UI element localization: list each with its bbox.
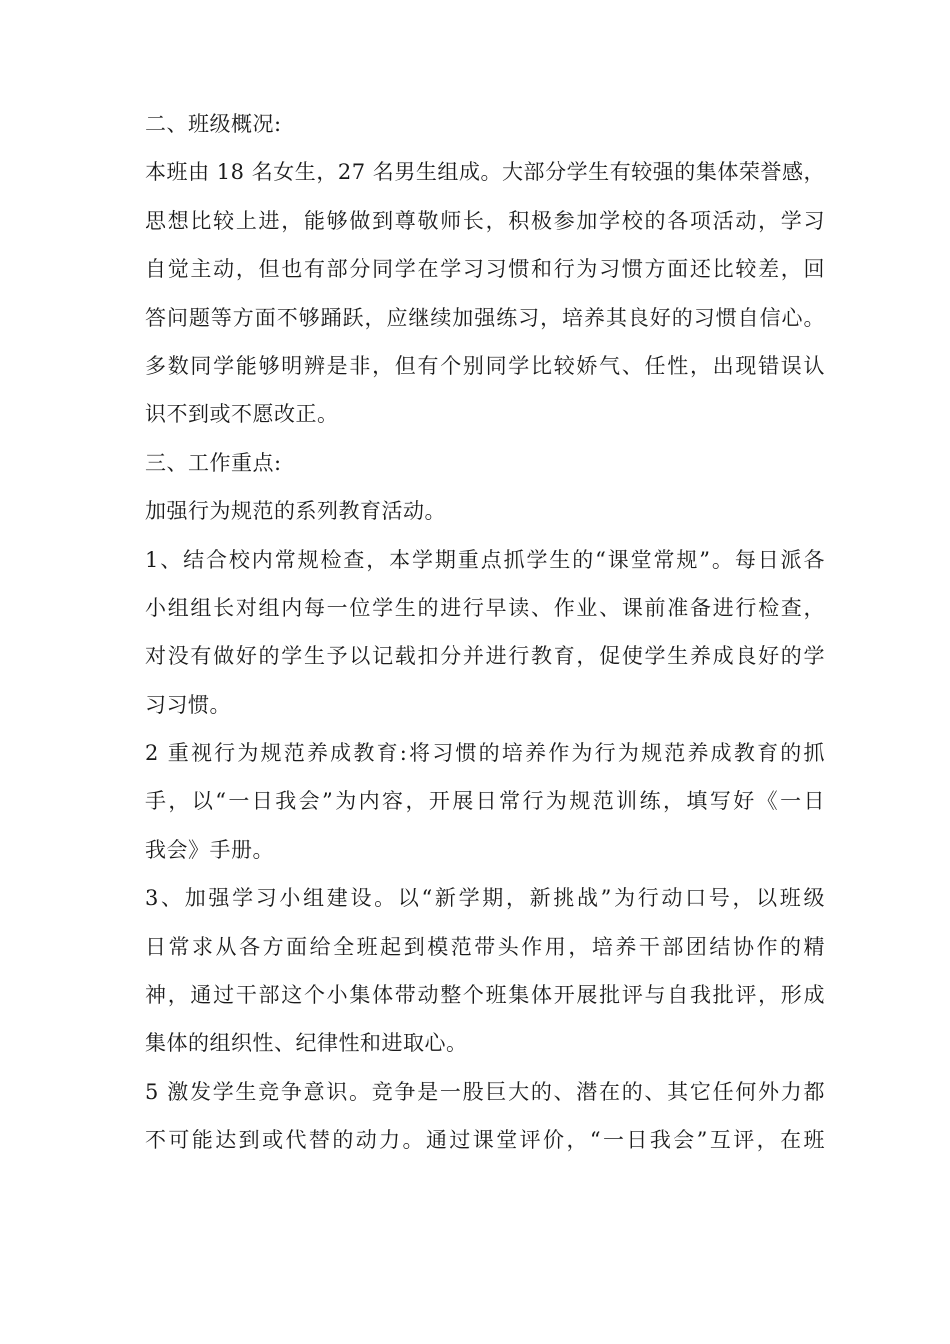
text-line: 三、工作重点: — [145, 450, 282, 475]
text-line: 不可能达到或代替的动力。通过课堂评价，“一日我会”互评，在班 — [145, 1128, 825, 1153]
text-line: 答问题等方面不够踊跃，应继续加强练习，培养其良好的习惯自信心。 — [145, 305, 825, 330]
text-line: 3、加强学习小组建设。以“新学期，新挑战”为行动口号，以班级 — [145, 886, 825, 911]
text-line: 集体的组织性、纪律性和进取心。 — [145, 1031, 468, 1056]
text-line: 本班由 18 名女生，27 名男生组成。大部分学生有较强的集体荣誉感， — [145, 160, 825, 185]
text-line: 手，以“一日我会”为内容，开展日常行为规范训练，填写好《一日 — [145, 789, 825, 814]
text-line: 加强行为规范的系列教育活动。 — [145, 499, 446, 524]
text-line: 5 激发学生竞争意识。竞争是一股巨大的、潜在的、其它任何外力都 — [145, 1079, 825, 1104]
text-line: 1、结合校内常规检查，本学期重点抓学生的“课堂常规”。每日派各 — [145, 547, 825, 572]
text-line: 识不到或不愿改正。 — [145, 402, 339, 427]
text-line: 日常求从各方面给全班起到模范带头作用，培养干部团结协作的精 — [145, 934, 825, 959]
text-line: 对没有做好的学生予以记载扣分并进行教育，促使学生养成良好的学 — [145, 644, 825, 669]
text-line: 自觉主动，但也有部分同学在学习习惯和行为习惯方面还比较差，回 — [145, 257, 825, 282]
text-line: 2 重视行为规范养成教育:将习惯的培养作为行为规范养成教育的抓 — [145, 741, 825, 766]
text-line: 我会》手册。 — [145, 837, 274, 862]
text-line: 二、班级概况: — [145, 112, 282, 136]
text-line: 习习惯。 — [145, 692, 231, 717]
text-line: 神，通过干部这个小集体带动整个班集体开展批评与自我批评，形成 — [145, 983, 825, 1008]
text-line: 思想比较上进，能够做到尊敬师长，积极参加学校的各项活动，学习 — [145, 208, 825, 233]
document-body — [145, 100, 825, 1165]
text-line: 多数同学能够明辨是非，但有个别同学比较娇气、任性，出现错误认 — [145, 353, 825, 378]
text-line: 小组组长对组内每一位学生的进行早读、作业、课前准备进行检查， — [145, 595, 825, 620]
